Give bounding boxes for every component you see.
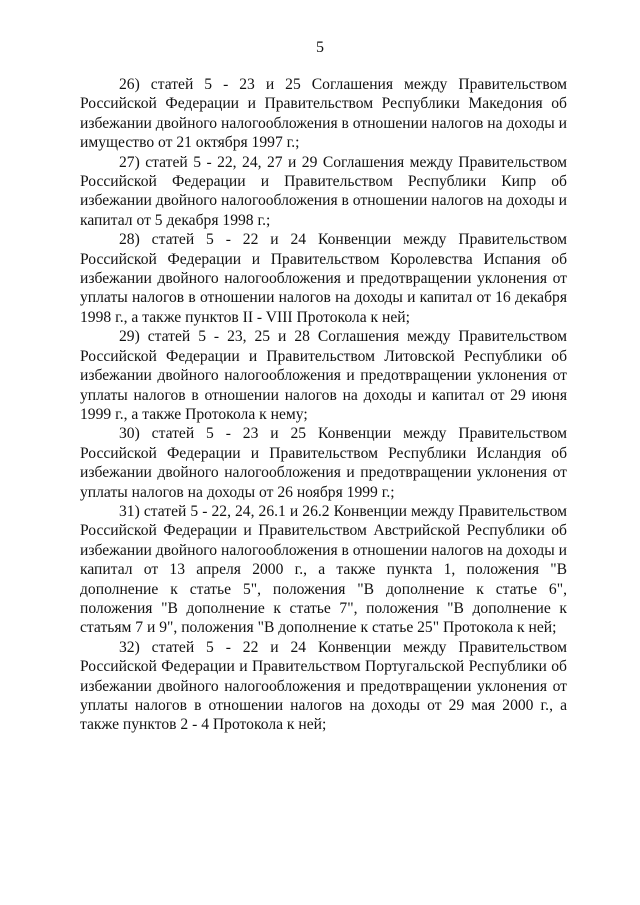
paragraph-item-32: 32) статей 5 - 22 и 24 Конвенции между Правительством Российской Федерации и Правительством Португальской Республики об избежании двойного налогообложения и предотвращении уклонения от уплаты налогов в отношении налогов на доходы от 29 мая 2000 г., а также пунктов 2 - 4 Протокола к ней; (80, 638, 567, 734)
paragraph-item-28: 28) статей 5 - 22 и 24 Конвенции между Правительством Российской Федерации и Правительством Королевства Испания об избежании двойного налогообложения и предотвращении уклонения от уплаты налогов в отношении налогов на доходы и капитал от 16 декабря 1998 г., а также пунктов II - VIII Протокола к ней; (80, 231, 567, 326)
paragraph-item-29: 29) статей 5 - 23, 25 и 28 Соглашения между Правительством Российской Федерации и Правительством Литовской Республики об избежании двойного налогообложения и предотвращении уклонения от уплаты налогов в отношении налогов на доходы и капитал от 29 июня 1999 г., а также Протокола к нему; (80, 328, 567, 423)
page-number: 5 (316, 39, 324, 56)
paragraph-item-30: 30) статей 5 - 23 и 25 Конвенции между Правительством Российской Федерации и Правительством Республики Исландия об избежании двойного налогообложения и предотвращении уклонения от уплаты налогов на доходы от 26 ноября 1999 г.; (80, 425, 567, 501)
paragraph-item-26: 26) статей 5 - 23 и 25 Соглашения между Правительством Российской Федерации и Правительством Республики Македония об избежании двойного налогообложения в отношении налогов на доходы и имущество от 21 октября 1997 г.; (80, 76, 567, 152)
document-body (80, 75, 567, 735)
paragraph-item-31: 31) статей 5 - 22, 24, 26.1 и 26.2 Конвенции между Правительством Российской Федерации и Правительством Австрийской Республики об избежании двойного налогообложения в отношении налогов на доходы и капитал от 13 апреля 2000 г., а также пункта 1, положения "В дополнение к статье 5", положения "В дополнение к статье 6", положения "В дополнение к статье 7", положения "В дополнение к статьям 7 и 9", положения "В дополнение к статье 25" Протокола к ней; (80, 502, 567, 637)
paragraph-item-27: 27) статей 5 - 22, 24, 27 и 29 Соглашения между Правительством Российской Федерации и Правительством Республики Кипр об избежании двойного налогообложения в отношении налогов на доходы и капитал от 5 декабря 1998 г.; (80, 153, 567, 229)
